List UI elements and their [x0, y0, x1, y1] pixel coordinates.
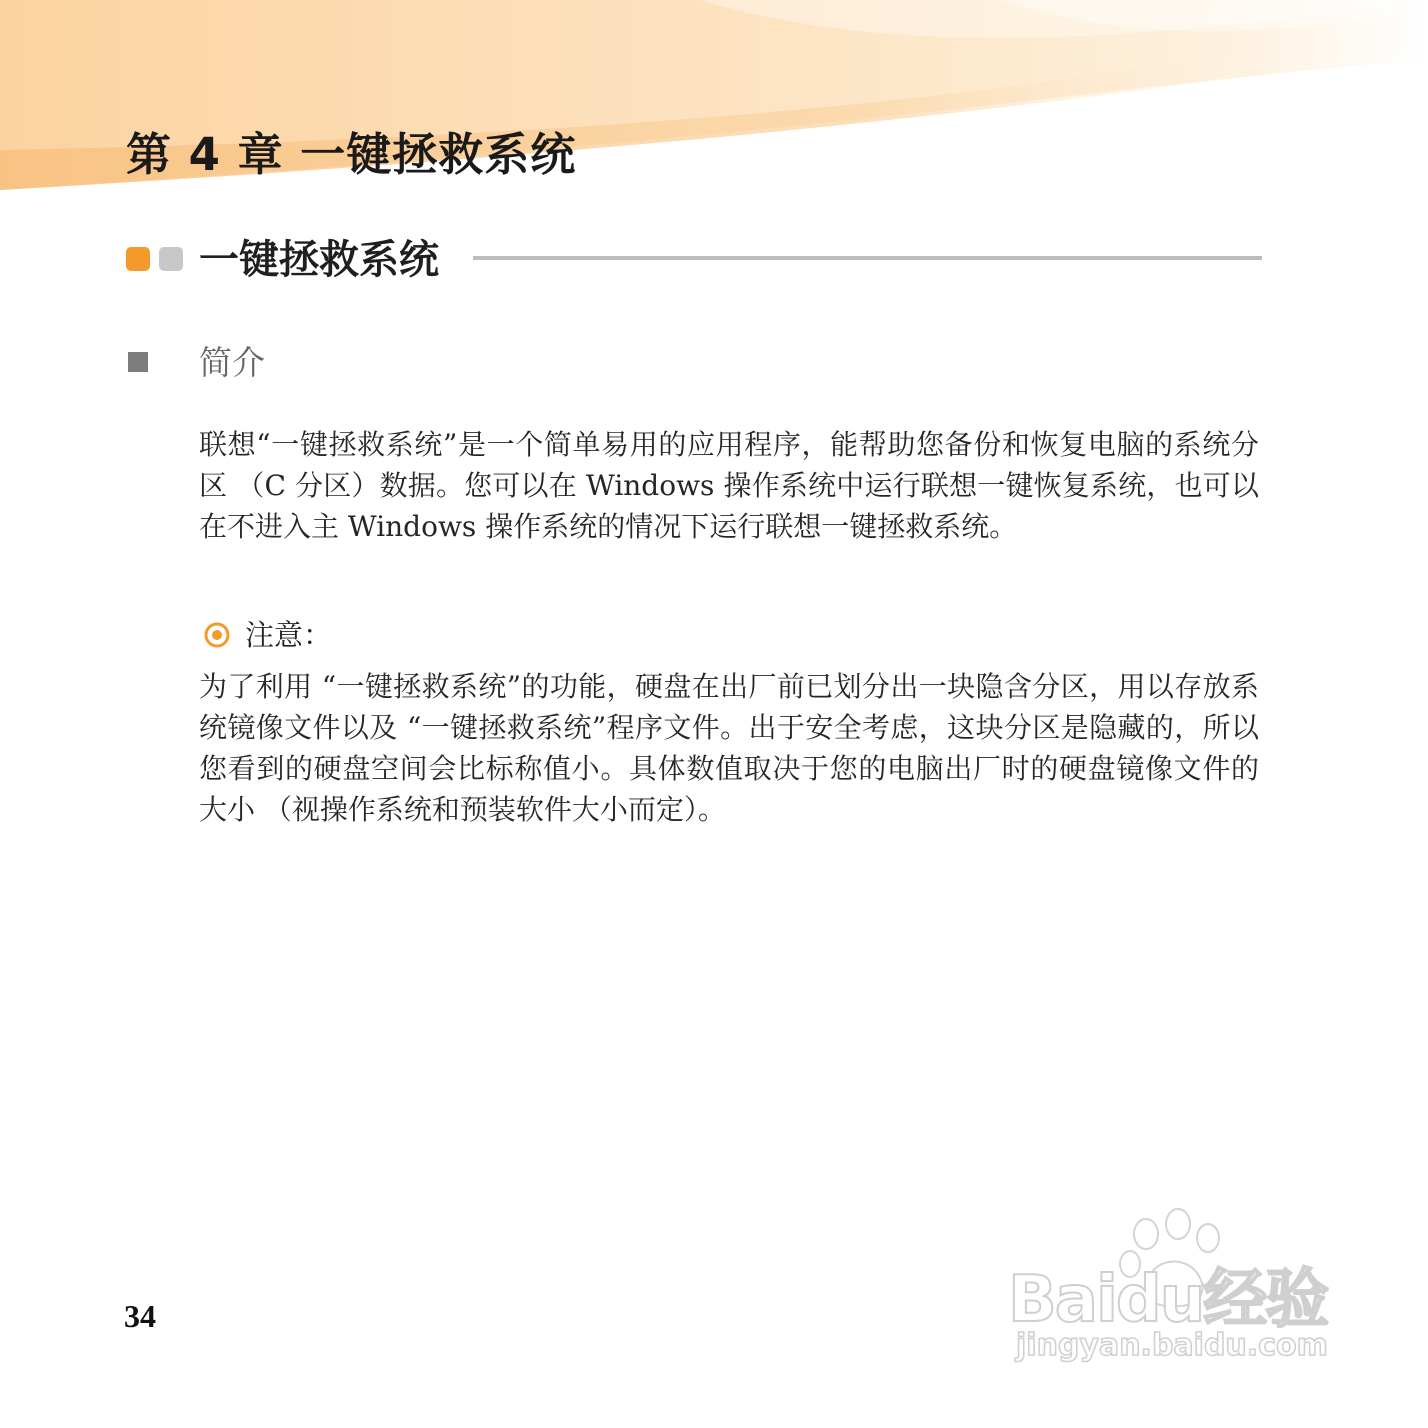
- watermark-brand: Baidu经验: [1008, 1263, 1328, 1337]
- square-bullet-icon: [128, 352, 148, 372]
- gray-square-icon: [159, 247, 183, 271]
- chapter-title: 第 4 章 一键拯救系统: [126, 128, 577, 181]
- subsection-title: 简介: [199, 343, 265, 382]
- watermark-url: jingyan.baidu.com: [1016, 1328, 1328, 1363]
- section-heading: [126, 234, 1262, 286]
- target-note-icon: [203, 621, 231, 649]
- intro-paragraph: 联想“一键拯救系统”是一个简单易用的应用程序，能帮助您备份和恢复电脑的系统分区 （C 分区）数据。您可以在 Windows 操作系统中运行联想一键恢复系统，也可以在不进入主 Windows 操作系统的情况下运行联想一键拯救系统。: [199, 428, 1259, 543]
- baidu-watermark: [1008, 1208, 1348, 1388]
- note-label: 注意：: [245, 618, 333, 652]
- section-divider: [473, 256, 1262, 260]
- page-number: 34: [124, 1298, 156, 1334]
- section-title: 一键拯救系统: [199, 237, 439, 283]
- orange-square-icon: [126, 247, 150, 271]
- note-heading: [203, 615, 503, 657]
- note-paragraph: 为了利用 “一键拯救系统”的功能，硬盘在出厂前已划分出一块隐含分区，用以存放系统镜像文件以及 “一键拯救系统”程序文件。出于安全考虑，这块分区是隐藏的，所以您看到的硬盘空间会比标称值小。具体数值取决于您的电脑出厂时的硬盘镜像文件的大小 （视操作系统和预装软件大小而定）。: [199, 670, 1259, 826]
